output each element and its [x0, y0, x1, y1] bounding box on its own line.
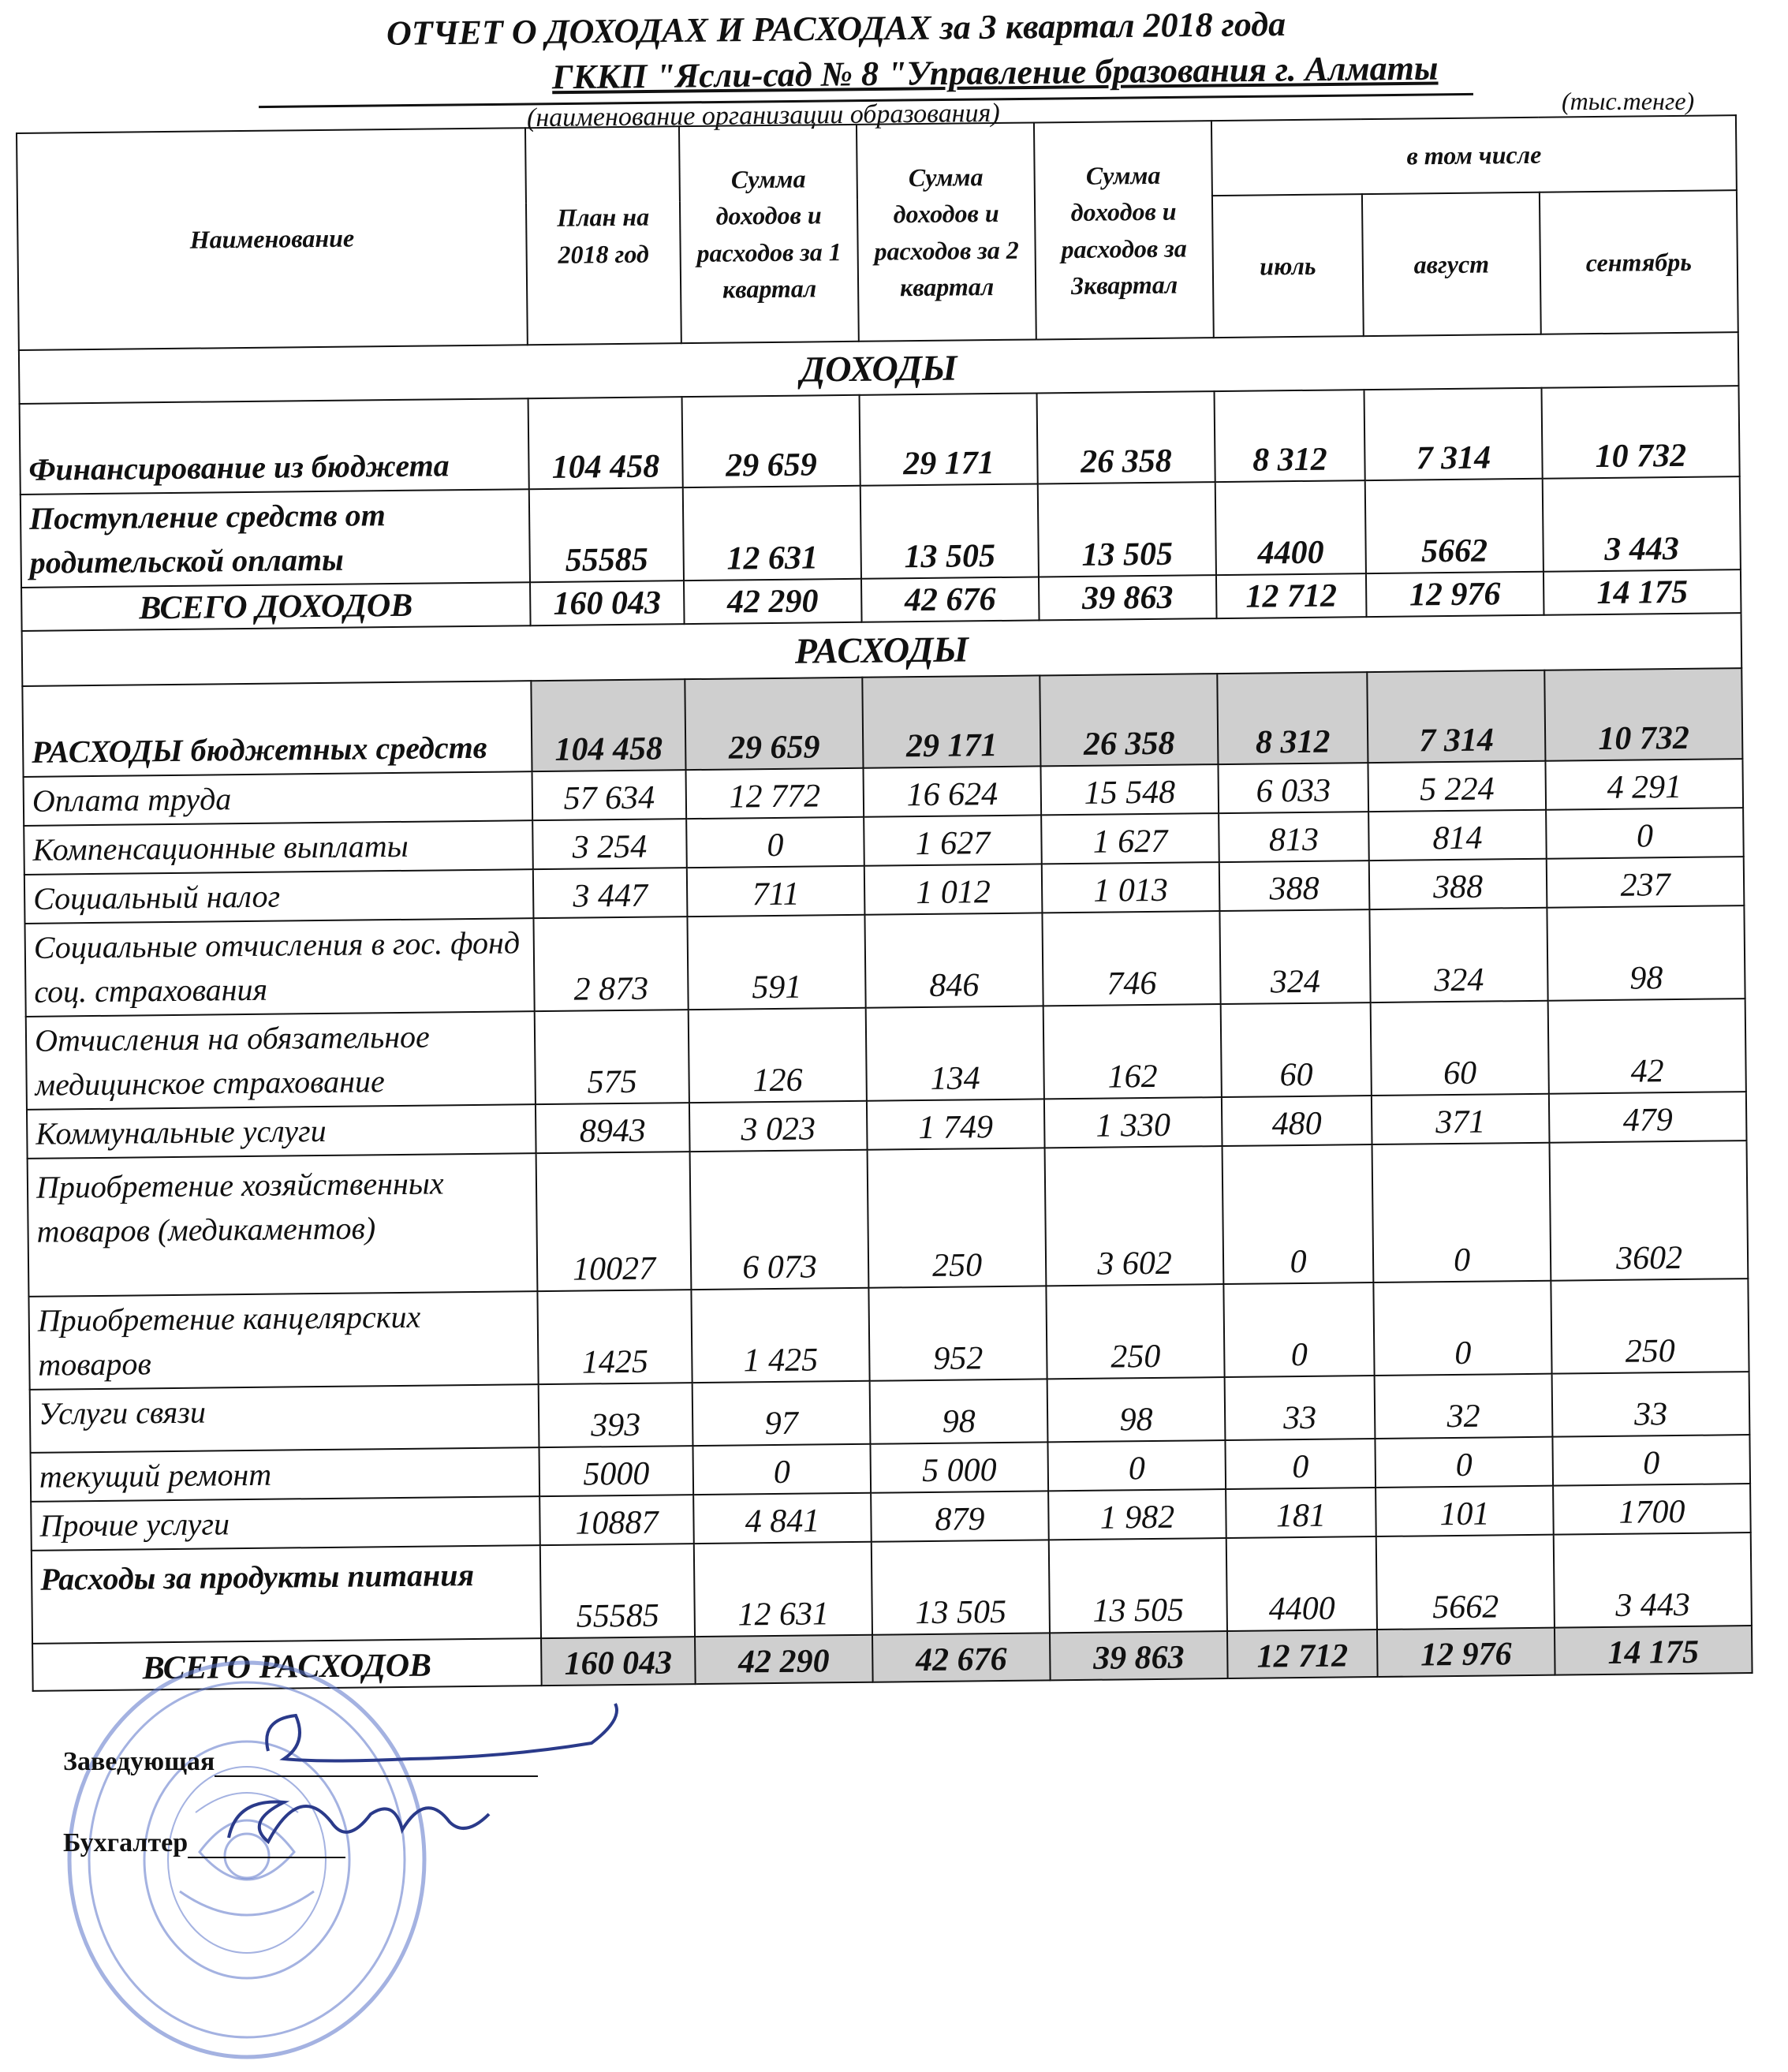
- value-cell: 371: [1372, 1094, 1550, 1144]
- value-cell: 5 224: [1368, 761, 1546, 812]
- row-name: Социальные отчисления в гос. фонд соц. страхования: [25, 918, 535, 1017]
- value-cell: 8 312: [1215, 390, 1365, 482]
- value-cell: 0: [1372, 1143, 1551, 1282]
- value-cell: 10 732: [1541, 386, 1739, 479]
- report-title: ОТЧЕТ О ДОХОДАХ И РАСХОДАХ за 3 квартал 2018 года: [386, 4, 1286, 53]
- table-row: [28, 1141, 1749, 1297]
- value-cell: 4400: [1226, 1536, 1377, 1631]
- value-cell: 1 012: [864, 864, 1043, 914]
- table-row: [28, 1279, 1749, 1390]
- value-cell: 250: [1046, 1284, 1224, 1379]
- value-cell: 1 425: [691, 1288, 869, 1383]
- value-cell: 711: [687, 866, 865, 917]
- value-cell: 5000: [539, 1446, 693, 1496]
- value-cell: 26 358: [1037, 391, 1215, 483]
- value-cell: 13 505: [872, 1540, 1050, 1634]
- value-cell: 5662: [1365, 479, 1544, 573]
- organization-name: ГККП "Ясли-сад № 8 "Управление бразования г. Алматы: [551, 48, 1439, 97]
- value-cell: 10027: [536, 1152, 692, 1291]
- table-row: [21, 476, 1741, 588]
- value-cell: 1 013: [1042, 862, 1220, 913]
- value-cell: 160 043: [530, 581, 685, 625]
- value-cell: 33: [1552, 1372, 1750, 1437]
- value-cell: 13 505: [1038, 482, 1216, 577]
- value-cell: 29 171: [860, 393, 1038, 485]
- value-cell: 39 863: [1050, 1631, 1228, 1680]
- row-name: текущий ремонт: [31, 1447, 540, 1502]
- value-cell: 324: [1369, 908, 1547, 1002]
- value-cell: 3 447: [533, 868, 688, 918]
- signature-accountant-scribble-icon: [213, 1767, 513, 1869]
- value-cell: 98: [1047, 1377, 1226, 1442]
- value-cell: 12 772: [686, 768, 864, 819]
- value-cell: 813: [1219, 812, 1369, 862]
- value-cell: 2 873: [533, 917, 688, 1011]
- value-cell: 879: [871, 1491, 1049, 1541]
- value-cell: 0: [1223, 1282, 1374, 1377]
- value-cell: 746: [1042, 911, 1220, 1006]
- value-cell: 98: [1547, 905, 1745, 1001]
- value-cell: 15 548: [1040, 764, 1219, 815]
- value-cell: 104 458: [531, 679, 685, 771]
- value-cell: 1 627: [864, 815, 1042, 865]
- row-name: Услуги связи: [30, 1384, 539, 1453]
- value-cell: 42 676: [872, 1633, 1051, 1682]
- signature-accountant-label: Бухгалтер: [63, 1828, 189, 1857]
- value-cell: 134: [866, 1006, 1044, 1100]
- header-q1: Сумма доходов и расходов за 1 квартал: [679, 125, 859, 343]
- value-cell: 57 634: [532, 770, 687, 820]
- value-cell: 3 443: [1543, 476, 1741, 572]
- value-cell: 16 624: [863, 766, 1041, 816]
- value-cell: 0: [1552, 1435, 1750, 1486]
- value-cell: 388: [1219, 861, 1370, 911]
- header-aug: август: [1362, 192, 1541, 336]
- table-row: [20, 386, 1740, 495]
- row-name: Отчисления на обязательное медицинское страхование: [26, 1011, 536, 1110]
- value-cell: 29 659: [682, 395, 860, 487]
- table-row: [26, 999, 1746, 1110]
- value-cell: 8 312: [1217, 672, 1368, 764]
- expenses-section-title: РАСХОДЫ: [22, 613, 1742, 686]
- value-cell: 1 627: [1041, 813, 1219, 864]
- row-name: ВСЕГО РАСХОДОВ: [32, 1638, 542, 1691]
- value-cell: 4400: [1215, 480, 1366, 575]
- value-cell: 42: [1548, 999, 1746, 1094]
- value-cell: 0: [1222, 1144, 1374, 1284]
- value-cell: 250: [868, 1148, 1047, 1287]
- value-cell: 3 023: [689, 1101, 868, 1152]
- value-cell: 0: [1375, 1437, 1553, 1488]
- value-cell: 3602: [1550, 1141, 1749, 1281]
- row-name: РАСХОДЫ бюджетных средств: [22, 681, 532, 777]
- value-cell: 250: [1551, 1279, 1749, 1374]
- header-jul: июль: [1212, 194, 1364, 338]
- value-cell: 13 505: [1049, 1538, 1227, 1633]
- value-cell: 1 330: [1044, 1097, 1222, 1148]
- value-cell: 5 000: [870, 1442, 1048, 1492]
- value-cell: 29 659: [685, 678, 863, 770]
- row-name: ВСЕГО ДОХОДОВ: [21, 582, 531, 631]
- value-cell: 0: [1373, 1281, 1551, 1376]
- value-cell: 0: [1225, 1439, 1376, 1489]
- value-cell: 104 458: [528, 397, 683, 489]
- value-cell: 42 290: [684, 579, 862, 624]
- value-cell: 14 175: [1544, 569, 1741, 615]
- value-cell: 0: [1546, 808, 1744, 859]
- value-cell: 162: [1043, 1004, 1222, 1099]
- budget-expenses-row: [22, 668, 1742, 777]
- value-cell: 1425: [537, 1290, 692, 1384]
- header-name: Наименование: [17, 128, 528, 350]
- header-including: в том числе: [1211, 115, 1737, 196]
- row-name: Прочие услуги: [31, 1496, 540, 1551]
- value-cell: 4 841: [693, 1493, 872, 1544]
- food-expenses-row: [32, 1533, 1752, 1644]
- value-cell: 591: [687, 915, 865, 1010]
- row-name: Приобретение канцелярских товаров: [28, 1291, 538, 1390]
- header-sep: сентябрь: [1540, 190, 1738, 334]
- value-cell: 126: [689, 1008, 867, 1103]
- value-cell: 12 712: [1227, 1630, 1378, 1678]
- value-cell: 12 976: [1377, 1628, 1555, 1677]
- value-cell: 6 073: [690, 1150, 869, 1290]
- value-cell: 4 291: [1545, 759, 1743, 810]
- value-cell: 12 631: [694, 1542, 872, 1637]
- row-name: Компенсационные выплаты: [24, 820, 533, 875]
- value-cell: 0: [692, 1444, 871, 1495]
- value-cell: 846: [864, 913, 1043, 1007]
- income-section-title: ДОХОДЫ: [19, 332, 1739, 404]
- value-cell: 7 314: [1367, 670, 1545, 763]
- value-cell: 42 290: [695, 1635, 873, 1684]
- value-cell: 10887: [539, 1495, 694, 1545]
- value-cell: 388: [1369, 859, 1547, 909]
- value-cell: 1 749: [867, 1099, 1045, 1149]
- row-name: Поступление средств от родительской оплаты: [21, 489, 530, 588]
- value-cell: 55585: [540, 1544, 695, 1638]
- signature-head-label: Заведующая: [63, 1747, 215, 1776]
- row-name: Финансирование из бюджета: [20, 398, 529, 495]
- value-cell: 0: [1047, 1440, 1226, 1491]
- value-cell: 10 732: [1544, 668, 1742, 761]
- value-cell: 1700: [1553, 1484, 1751, 1535]
- value-cell: 575: [535, 1010, 689, 1104]
- value-cell: 33: [1225, 1376, 1376, 1440]
- table-row: [25, 905, 1745, 1017]
- report-table: [16, 114, 1753, 1692]
- value-cell: 3 443: [1554, 1533, 1752, 1628]
- value-cell: 39 863: [1039, 575, 1217, 620]
- value-cell: 32: [1375, 1374, 1553, 1439]
- row-name: Социальный налог: [24, 869, 534, 924]
- value-cell: 160 043: [541, 1637, 696, 1686]
- value-cell: 12 631: [683, 486, 861, 581]
- value-cell: 814: [1368, 810, 1547, 861]
- value-cell: 98: [870, 1379, 1048, 1443]
- value-cell: 324: [1219, 909, 1370, 1004]
- value-cell: 3 602: [1045, 1146, 1224, 1286]
- row-name: Коммунальные услуги: [27, 1104, 536, 1159]
- value-cell: 479: [1549, 1092, 1747, 1143]
- value-cell: 480: [1222, 1096, 1372, 1146]
- report-table-wrapper: [16, 114, 1752, 1692]
- header-plan: План на 2018 год: [525, 126, 681, 345]
- row-name: Оплата труда: [24, 771, 533, 826]
- value-cell: 13 505: [860, 483, 1039, 578]
- value-cell: 1 982: [1048, 1489, 1226, 1540]
- value-cell: 97: [692, 1381, 871, 1446]
- value-cell: 952: [868, 1286, 1047, 1380]
- value-cell: 60: [1371, 1001, 1549, 1096]
- row-name: Приобретение хозяйственных товаров (медикаментов): [28, 1153, 538, 1297]
- value-cell: 8943: [536, 1103, 690, 1153]
- value-cell: 101: [1376, 1486, 1554, 1536]
- row-name: Расходы за продукты питания: [32, 1545, 541, 1644]
- value-cell: 0: [686, 817, 864, 868]
- value-cell: 14 175: [1555, 1626, 1753, 1675]
- units-label: (тыс.тенге): [1562, 87, 1695, 115]
- organization-caption: (наименование организации образования): [526, 98, 1000, 133]
- value-cell: 3 254: [532, 819, 687, 869]
- value-cell: 237: [1547, 857, 1745, 908]
- value-cell: 29 171: [862, 675, 1040, 767]
- value-cell: 55585: [529, 487, 684, 582]
- value-cell: 7 314: [1364, 388, 1543, 480]
- value-cell: 42 676: [861, 577, 1040, 622]
- value-cell: 393: [539, 1383, 693, 1447]
- value-cell: 12 712: [1216, 573, 1367, 618]
- value-cell: 12 976: [1366, 572, 1544, 617]
- value-cell: 6 033: [1218, 763, 1368, 813]
- header-q3: Сумма доходов и расходов за 3квартал: [1034, 121, 1214, 339]
- header-q2: Сумма доходов и расходов за 2 квартал: [857, 122, 1036, 341]
- value-cell: 181: [1226, 1488, 1376, 1538]
- value-cell: 60: [1221, 1002, 1372, 1097]
- value-cell: 5662: [1376, 1535, 1555, 1630]
- value-cell: 26 358: [1040, 674, 1218, 766]
